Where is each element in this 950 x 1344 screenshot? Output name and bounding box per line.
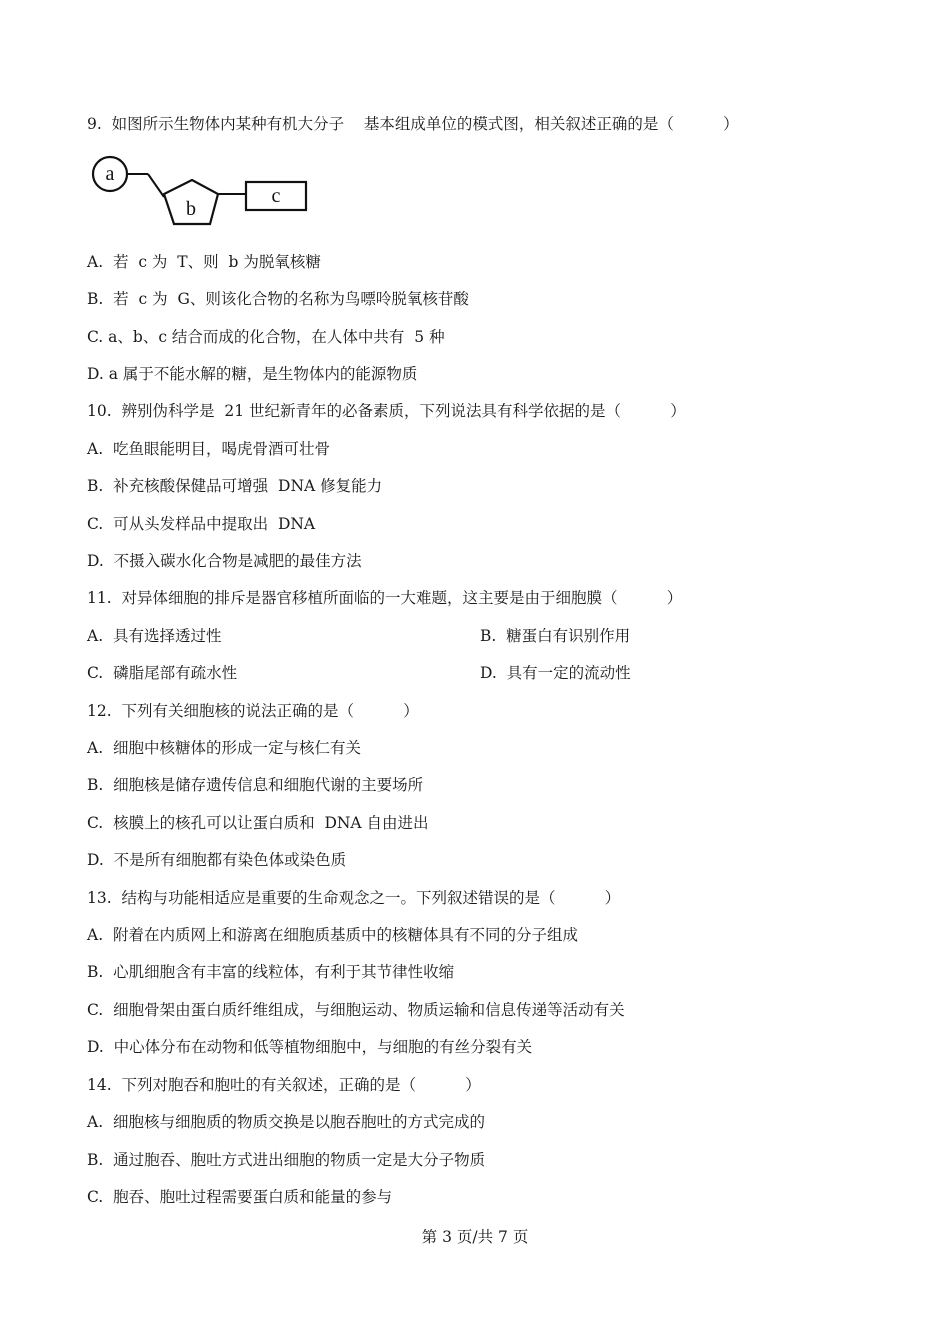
question-13-stem: 13. 结构与功能相适应是重要的生命观念之一。下列叙述错误的是（ ） [87,889,621,907]
question-14-option-a: A. 细胞核与细胞质的物质交换是以胞吞胞吐的方式完成的 [87,1113,485,1131]
question-9-option-c: C. a、b、c 结合而成的化合物，在人体中共有 5 种 [87,328,445,346]
question-12-option-a: A. 细胞中核糖体的形成一定与核仁有关 [87,739,361,757]
question-12-option-b: B. 细胞核是储存遗传信息和细胞代谢的主要场所 [87,776,424,794]
nucleotide-diagram [86,150,316,230]
label-a: a [105,163,115,185]
question-14-option-b: B. 通过胞吞、胞吐方式进出细胞的物质一定是大分子物质 [87,1151,486,1169]
question-9-option-b: B. 若 c 为 G、则该化合物的名称为鸟嘌呤脱氧核苷酸 [87,290,469,308]
question-10-option-c: C. 可从头发样品中提取出 DNA [87,515,316,533]
question-9-stem: 9. 如图所示生物体内某种有机大分子 基本组成单位的模式图，相关叙述正确的是（ ） [87,115,739,133]
question-11-option-d: D. 具有一定的流动性 [480,664,631,682]
question-10-stem: 10. 辨别伪科学是 21 世纪新青年的必备素质，下列说法具有科学依据的是（ ） [87,402,686,420]
question-10-option-d: D. 不摄入碳水化合物是减肥的最佳方法 [87,552,362,570]
page-number-footer: 第 3 页/共 7 页 [421,1228,529,1246]
question-11-option-c: C. 磷脂尾部有疏水性 [87,664,238,682]
question-12-option-d: D. 不是所有细胞都有染色体或染色质 [87,851,347,869]
question-13-option-b: B. 心肌细胞含有丰富的线粒体，有利于其节律性收缩 [87,963,455,981]
question-10-option-a: A. 吃鱼眼能明目，喝虎骨酒可壮骨 [87,440,330,458]
label-c: c [271,185,281,207]
question-14-option-c: C. 胞吞、胞吐过程需要蛋白质和能量的参与 [87,1188,393,1206]
question-13-option-a: A. 附着在内质网上和游离在细胞质基质中的核糖体具有不同的分子组成 [87,926,578,944]
question-13-option-c: C. 细胞骨架由蛋白质纤维组成，与细胞运动、物质运输和信息传递等活动有关 [87,1001,625,1019]
question-9-option-a: A. 若 c 为 T、则 b 为脱氧核糖 [87,253,321,271]
question-9-option-d: D. a 属于不能水解的糖，是生物体内的能源物质 [87,365,418,383]
question-12-stem: 12. 下列有关细胞核的说法正确的是（ ） [87,702,419,720]
question-14-stem: 14. 下列对胞吞和胞吐的有关叙述，正确的是（ ） [87,1076,481,1094]
question-13-option-d: D. 中心体分布在动物和低等植物细胞中，与细胞的有丝分裂有关 [87,1038,533,1056]
question-12-option-c: C. 核膜上的核孔可以让蛋白质和 DNA 自由进出 [87,814,429,832]
bond-a-b-2 [148,174,164,197]
question-11-option-a: A. 具有选择透过性 [87,627,222,645]
label-b: b [186,198,196,220]
question-11-option-b: B. 糖蛋白有识别作用 [480,627,631,645]
question-10-option-b: B. 补充核酸保健品可增强 DNA 修复能力 [87,477,383,495]
question-11-stem: 11. 对异体细胞的排斥是器官移植所面临的一大难题，这主要是由于细胞膜（ ） [87,589,683,607]
